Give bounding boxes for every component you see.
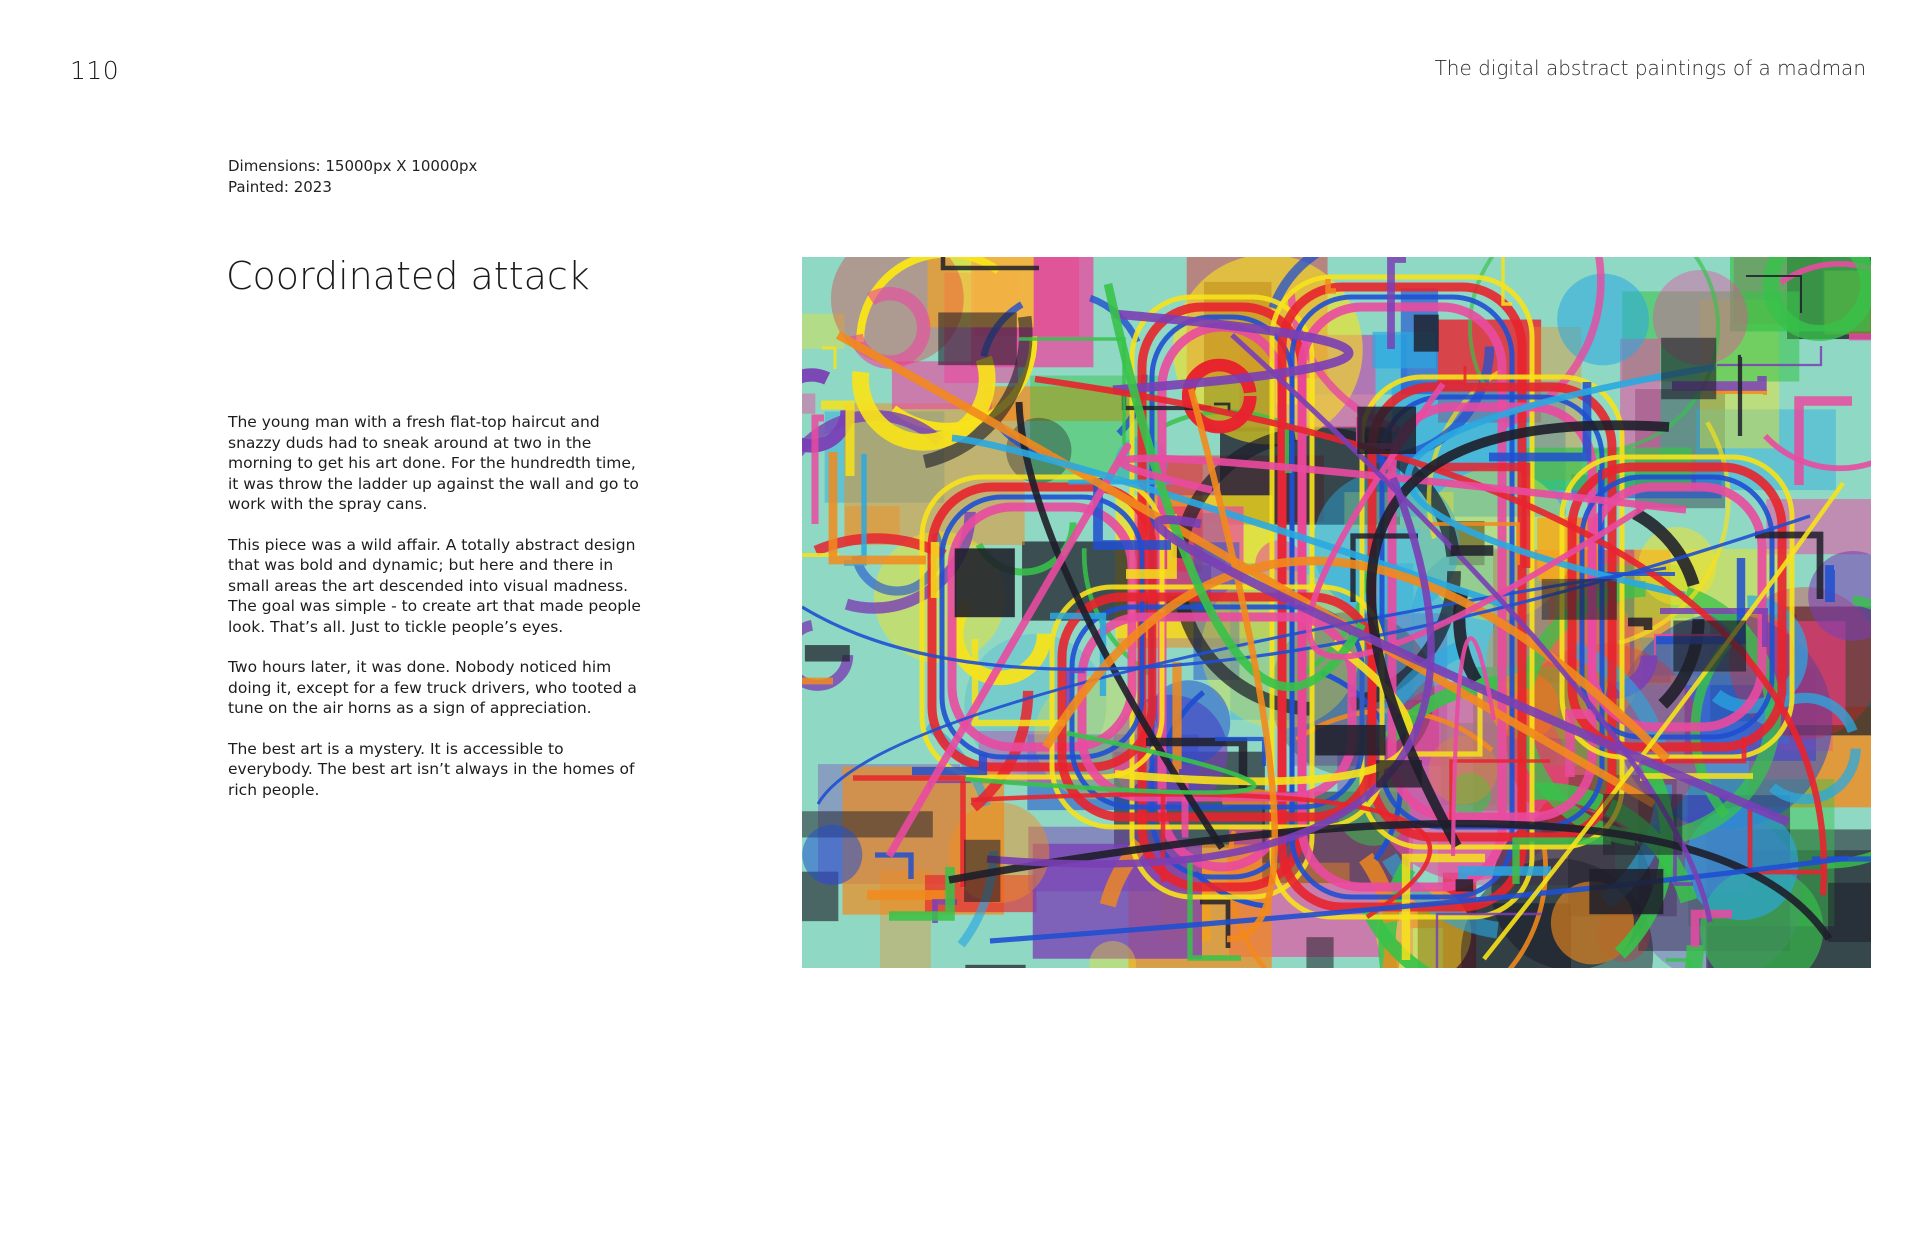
painted-date-text: Painted: 2023 <box>228 178 332 196</box>
painting-shape <box>1315 725 1385 756</box>
painting-shape <box>938 312 1017 365</box>
painting-shape <box>1542 579 1617 620</box>
painting-shape <box>1661 338 1716 399</box>
painting-shape <box>802 825 862 885</box>
painting-shape <box>1589 869 1663 914</box>
painting-shape <box>1830 570 1834 602</box>
paragraph: This piece was a wild affair. A totally abstract design that was bold and dynamic; but here and there in small areas the art descended into visual madness. The goal was simple - to create art that made people look. That’s all. Just to tickle people’s eyes. <box>228 535 641 636</box>
page-number: 110 <box>70 56 120 85</box>
painting-shape <box>1357 407 1416 454</box>
painting-shape <box>1740 357 1741 436</box>
painting-shape <box>805 645 850 661</box>
abstract-painting-image <box>802 257 1871 968</box>
paragraph: The young man with a fresh flat-top haircut and snazzy duds had to sneak around at two in the morning to get his art done. For the hundredth time, it was throw the ladder up against the wall and go to work with the spray cans. <box>228 413 639 513</box>
painting-shape <box>1414 315 1439 352</box>
dimensions-text: Dimensions: 15000px X 10000px <box>228 157 478 175</box>
painting-shape <box>1177 662 1179 769</box>
painting-shape <box>1376 760 1422 787</box>
painting-shape <box>965 965 1025 968</box>
paragraph: The best art is a mystery. It is accessible to everybody. The best art isn’t always in the homes of rich people. <box>228 739 635 799</box>
article-body <box>228 412 648 820</box>
painting-shape <box>1306 937 1333 968</box>
painting-shape <box>1673 621 1746 672</box>
running-header: The digital abstract paintings of a madman <box>1434 56 1866 80</box>
paragraph: Two hours later, it was done. Nobody noticed him doing it, except for a few truck drivers, who tooted a tune on the air horns as a sign of appreciation. <box>228 658 637 717</box>
painting-shape <box>1603 794 1682 855</box>
painting-shape <box>955 548 1015 617</box>
painting-shape <box>1451 545 1493 556</box>
artwork-meta <box>228 156 477 198</box>
painting-shape <box>1828 883 1871 942</box>
painting-shape <box>802 394 815 414</box>
painting-canvas <box>802 257 1871 968</box>
artwork-title: Coordinated attack <box>226 254 590 298</box>
painting-shape <box>964 840 1000 902</box>
painting-shape <box>1456 879 1474 891</box>
